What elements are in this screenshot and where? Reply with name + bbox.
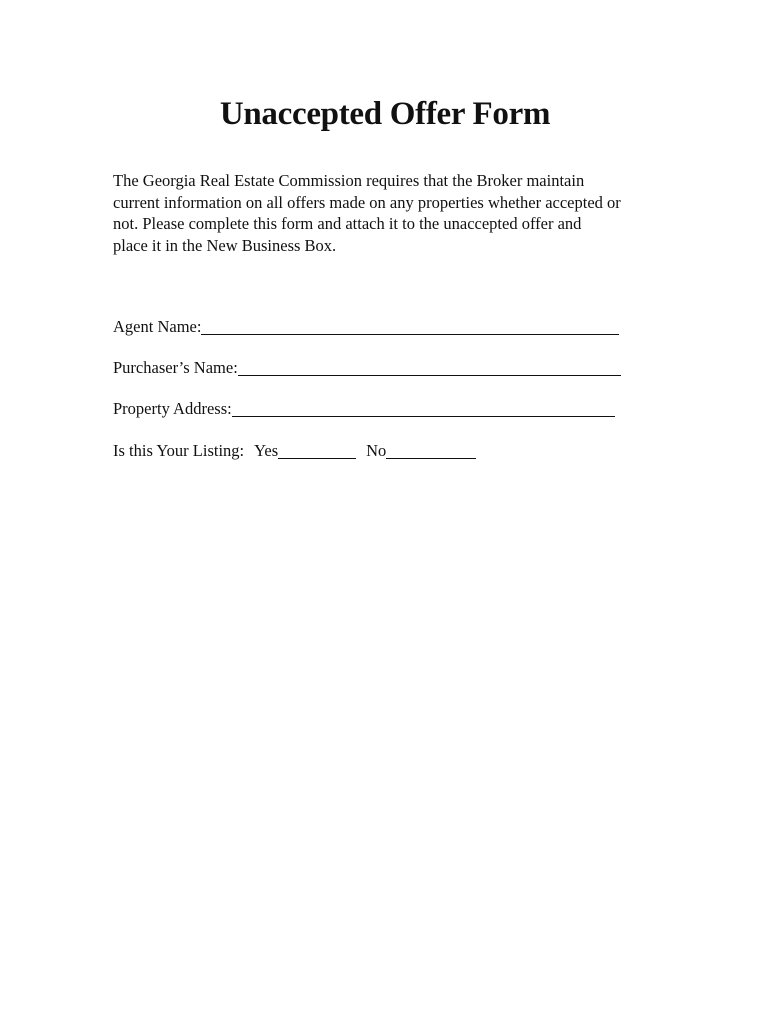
no-blank[interactable] bbox=[386, 441, 476, 459]
property-address-blank[interactable] bbox=[232, 399, 615, 417]
agent-name-row bbox=[113, 316, 619, 338]
intro-line: current information on all offers made on any properties whether accepted or bbox=[113, 192, 621, 212]
listing-question-row bbox=[113, 440, 476, 462]
property-address-row bbox=[113, 398, 615, 420]
listing-question-label: Is this Your Listing: bbox=[113, 441, 245, 460]
intro-line: not. Please complete this form and attach it to the unaccepted offer and bbox=[113, 214, 582, 233]
intro-paragraph bbox=[113, 170, 673, 256]
property-address-label: Property Address: bbox=[113, 399, 232, 418]
agent-name-label: Agent Name: bbox=[113, 317, 202, 336]
purchaser-name-blank[interactable] bbox=[238, 358, 621, 376]
agent-name-blank[interactable] bbox=[201, 317, 619, 335]
yes-label: Yes bbox=[254, 441, 279, 460]
yes-blank[interactable] bbox=[278, 441, 356, 459]
form-title: Unaccepted Offer Form bbox=[219, 96, 551, 132]
purchaser-name-row bbox=[113, 357, 621, 379]
intro-line: The Georgia Real Estate Commission requires that the Broker maintain bbox=[113, 171, 585, 190]
no-label: No bbox=[366, 441, 387, 460]
intro-line: place it in the New Business Box. bbox=[113, 235, 337, 255]
purchaser-name-label: Purchaser’s Name: bbox=[113, 358, 238, 377]
